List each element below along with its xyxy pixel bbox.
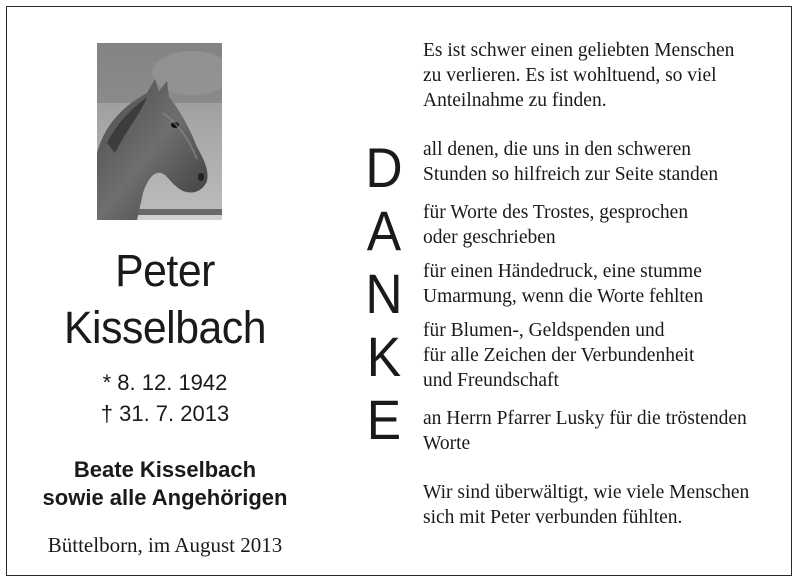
thanks-line: Umarmung, wenn die Worte fehlten — [423, 286, 704, 307]
family-signature — [0, 456, 330, 512]
thanks-line: für Blumen-, Geldspenden und — [423, 320, 665, 341]
deceased-last-name: Kisselbach — [64, 302, 266, 353]
place-date: Büttelborn, im August 2013 — [47, 533, 283, 557]
thanks-paragraph-5 — [423, 406, 793, 456]
family-line-1: Beate Kisselbach — [73, 457, 257, 482]
thanks-line: Stunden so hilfreich zur Seite standen — [423, 164, 719, 185]
thanks-line: oder geschrieben — [423, 227, 556, 248]
thanks-paragraph-3 — [423, 259, 793, 309]
closing-paragraph — [423, 480, 793, 530]
danke-letter-n: N — [365, 262, 403, 325]
thanks-line: für einen Händedruck, eine stumme — [423, 261, 702, 282]
intro-line: Anteilnahme zu finden. — [423, 90, 607, 111]
closing-line: Wir sind überwältigt, wie viele Menschen — [423, 482, 750, 503]
intro-line: Es ist schwer einen geliebten Menschen — [423, 40, 735, 61]
intro-paragraph — [423, 38, 793, 113]
horse-photo — [97, 43, 222, 220]
thanks-line: und Freundschaft — [423, 370, 559, 391]
deceased-first-name: Peter — [115, 245, 215, 296]
intro-line: zu verlieren. Es ist wohltuend, so viel — [423, 65, 717, 86]
danke-letter-a: A — [366, 199, 402, 262]
death-date: † 31. 7. 2013 — [100, 401, 230, 426]
birth-date: * 8. 12. 1942 — [102, 370, 228, 395]
thanks-line: an Herrn Pfarrer Lusky für die tröstenden — [423, 408, 747, 429]
thanks-paragraph-2 — [423, 200, 793, 250]
danke-letter-d: D — [365, 136, 403, 199]
family-line-2: sowie alle Angehörigen — [42, 485, 288, 510]
thanks-paragraph-4 — [423, 318, 793, 393]
thanks-line: all denen, die uns in den schweren — [423, 139, 692, 160]
thanks-paragraph-1 — [423, 137, 793, 187]
thanks-line: für Worte des Trostes, gesprochen — [423, 202, 689, 223]
thanks-line: für alle Zeichen der Verbundenheit — [423, 345, 695, 366]
thanks-line: Worte — [423, 433, 471, 454]
danke-letter-e: E — [366, 388, 402, 451]
closing-line: sich mit Peter verbunden fühlten. — [423, 507, 683, 528]
danke-letter-k: K — [366, 325, 402, 388]
